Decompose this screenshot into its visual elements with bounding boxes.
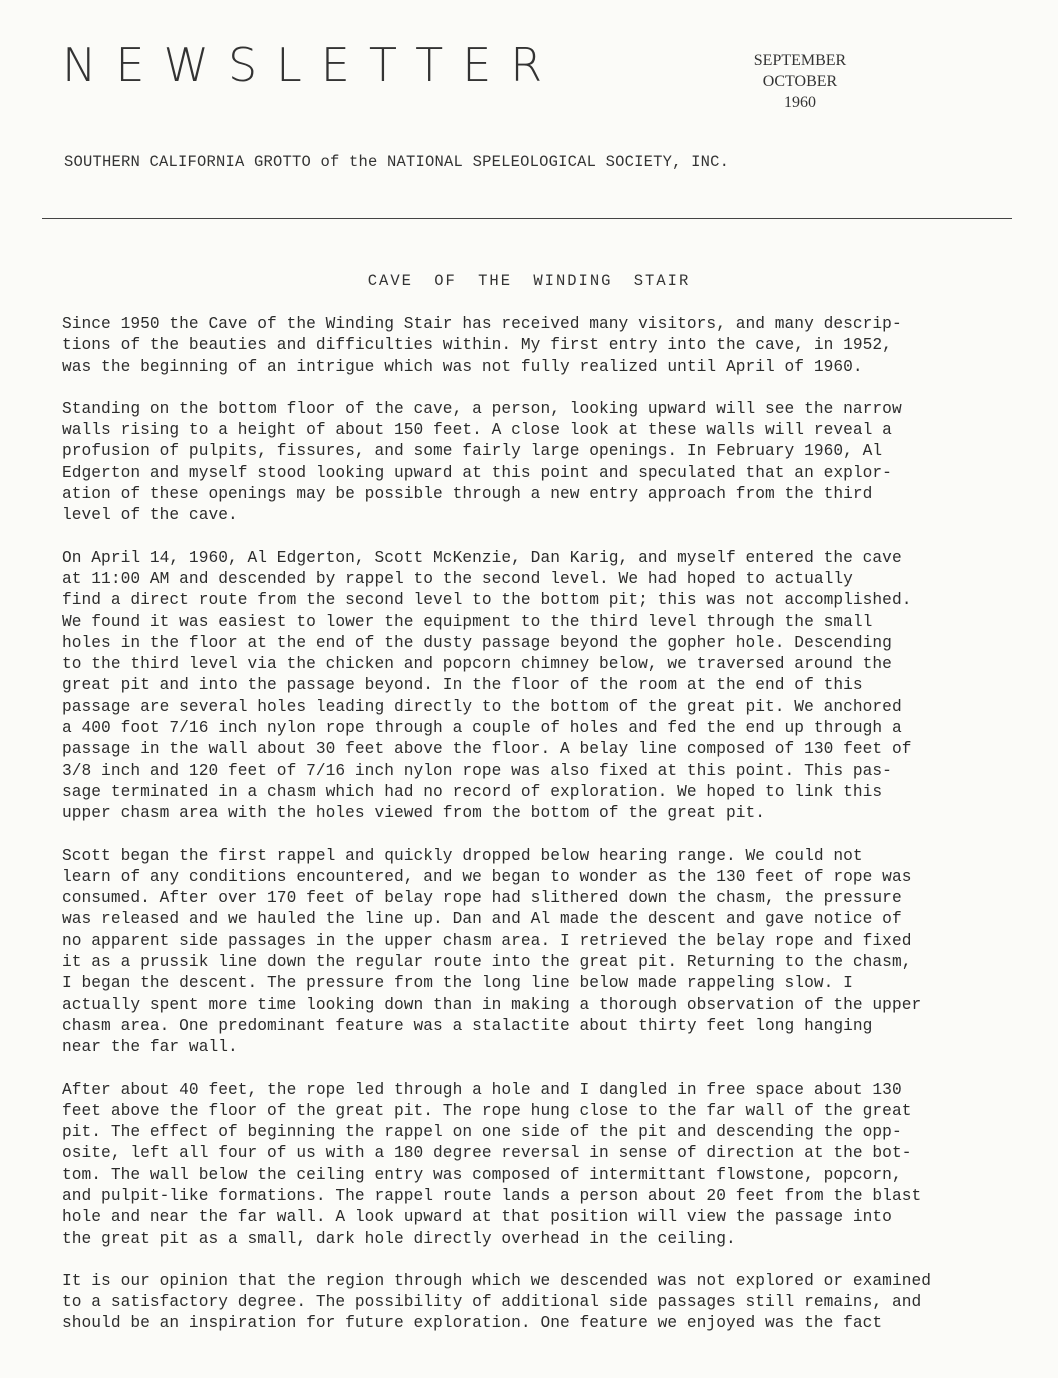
text-line: holes in the floor at the end of the dusty passage beyond the gopher hole. Descending <box>62 633 892 652</box>
text-line: I began the descent. The pressure from the long line below made rappeling slow. I <box>62 974 853 993</box>
paragraph-5 <box>62 1080 1022 1250</box>
text-line: at 11:00 AM and descended by rappel to the second level. We had hoped to actually <box>62 569 853 588</box>
text-line: osite, left all four of us with a 180 degree reversal in sense of direction at the bot- <box>62 1144 912 1163</box>
text-line: Since 1950 the Cave of the Winding Stair has received many visitors, and many descrip- <box>62 315 902 333</box>
paragraph-6 <box>62 1271 1022 1335</box>
text-line: a 400 foot 7/16 inch nylon rope through a couple of holes and fed the end up through a <box>62 719 902 738</box>
text-line: actually spent more time looking down than in making a thorough observation of the upper <box>62 995 922 1014</box>
text-line: ation of these openings may be possible through a new entry approach from the third <box>62 485 873 504</box>
article-title: CAVE OF THE WINDING STAIR <box>367 272 691 290</box>
article-body <box>62 314 1022 1356</box>
text-line: sage terminated in a chasm which had no record of exploration. We hoped to link this <box>62 782 883 801</box>
text-line: to the third level via the chicken and popcorn chimney below, we traversed around the <box>62 655 892 674</box>
text-line: find a direct route from the second level to the bottom pit; this was not accomplished. <box>62 591 912 610</box>
text-line: Scott began the first rappel and quickly dropped below hearing range. We could not <box>62 846 863 865</box>
text-line: no apparent side passages in the upper chasm area. I retrieved the belay rope and fixed <box>62 931 912 950</box>
text-line: level of the cave. <box>62 506 238 525</box>
text-line: great pit and into the passage beyond. In the floor of the room at the end of this <box>62 676 863 695</box>
text-line: passage in the wall about 30 feet above the floor. A belay line composed of 130 feet of <box>62 740 912 759</box>
text-line: It is our opinion that the region through which we descended was not explored or examined <box>62 1271 932 1290</box>
text-line: After about 40 feet, the rope led through a hole and I dangled in free space about 130 <box>62 1080 902 1099</box>
text-line: was the beginning of an intrigue which was not fully realized until April of 1960. <box>62 357 863 376</box>
text-line: tions of the beauties and difficulties within. My first entry into the cave, in 1952, <box>62 336 892 355</box>
text-line: Edgerton and myself stood looking upward at this point and speculated that an explor- <box>62 463 892 482</box>
header-divider <box>42 218 1012 219</box>
text-line: passage are several holes leading directly to the bottom of the great pit. We anchored <box>62 697 902 716</box>
text-line: to a satisfactory degree. The possibility of additional side passages still remains, and <box>62 1293 922 1312</box>
issue-month-2: OCTOBER <box>762 73 838 90</box>
paragraph-2 <box>62 399 1022 527</box>
text-line: On April 14, 1960, Al Edgerton, Scott McKenzie, Dan Karig, and myself entered the cave <box>62 548 902 567</box>
text-line: chasm area. One predominant feature was a stalactite about thirty feet long hanging <box>62 1016 873 1035</box>
text-line: profusion of pulpits, fissures, and some fairly large openings. In February 1960, Al <box>62 442 883 461</box>
issue-year: 1960 <box>784 94 816 111</box>
text-line: hole and near the far wall. A look upward at that position will view the passage into <box>62 1208 892 1227</box>
text-line: learn of any conditions encountered, and we began to wonder as the 130 feet of rope was <box>62 867 912 886</box>
text-line: pit. The effect of beginning the rappel on one side of the pit and descending the opp- <box>62 1123 902 1142</box>
paragraph-3 <box>62 548 1022 825</box>
paragraph-1 <box>62 314 1022 378</box>
text-line: walls rising to a height of about 150 feet. A close look at these walls will reveal a <box>62 421 892 440</box>
paragraph-4 <box>62 846 1022 1059</box>
text-line: and pulpit-like formations. The rappel route lands a person about 20 feet from the blast <box>62 1186 922 1205</box>
text-line: We found it was easiest to lower the equipment to the third level through the small <box>62 612 873 631</box>
text-line: 3/8 inch and 120 feet of 7/16 inch nylon rope was also fixed at this point. This pas- <box>62 761 892 780</box>
text-line: consumed. After over 170 feet of belay rope had slithered down the chasm, the pressure <box>62 889 902 908</box>
newsletter-title: NEWSLETTER <box>62 38 562 92</box>
text-line: Standing on the bottom floor of the cave, a person, looking upward will see the narrow <box>62 399 902 418</box>
text-line: it as a prussik line down the regular route into the great pit. Returning to the chasm, <box>62 953 912 972</box>
text-line: should be an inspiration for future exploration. One feature we enjoyed was the fact <box>62 1314 883 1333</box>
issue-date <box>745 50 855 113</box>
text-line: the great pit as a small, dark hole directly overhead in the ceiling. <box>62 1229 736 1248</box>
text-line: feet above the floor of the great pit. The rope hung close to the far wall of the great <box>62 1101 912 1120</box>
text-line: tom. The wall below the ceiling entry was composed of intermittant flowstone, popcorn, <box>62 1165 902 1184</box>
issue-month-1: SEPTEMBER <box>753 52 847 69</box>
text-line: was released and we hauled the line up. Dan and Al made the descent and gave notice of <box>62 910 902 929</box>
organization-line: SOUTHERN CALIFORNIA GROTTO of the NATIONAL SPELEOLOGICAL SOCIETY, INC. <box>64 153 730 171</box>
text-line: upper chasm area with the holes viewed from the bottom of the great pit. <box>62 804 766 823</box>
text-line: near the far wall. <box>62 1038 238 1057</box>
